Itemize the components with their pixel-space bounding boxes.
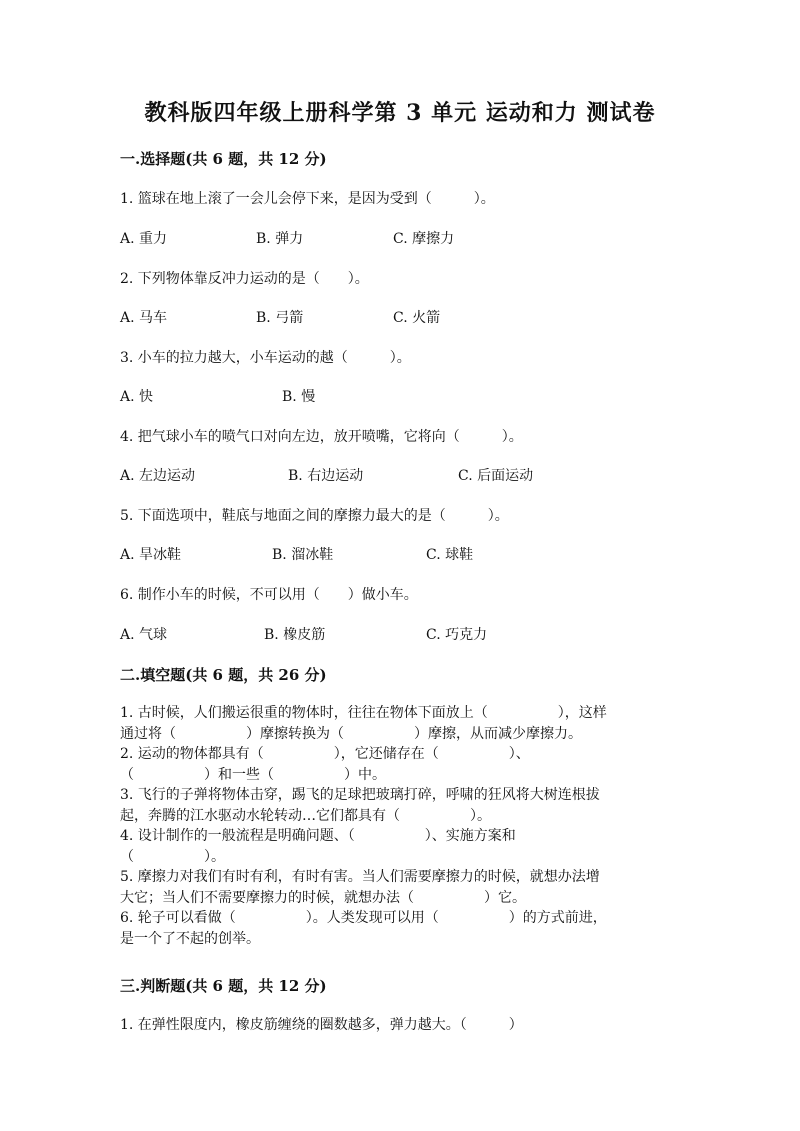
fill-line: （ ）和一些（ ）中。 — [120, 766, 386, 783]
fill-line: 6. 轮子可以看做（ ）。人类发现可以用（ ）的方式前进， — [120, 910, 607, 926]
option-b: B. 弹力 — [256, 231, 304, 247]
section-heading-choice: 一.选择题(共 6 题，共 12 分) — [120, 150, 327, 168]
fill-line: 通过将（ ）摩擦转换为（ ）摩擦，从而减少摩擦力。 — [120, 725, 582, 742]
fill-line: 4. 设计制作的一般流程是明确问题、（ ）、实施方案和 — [120, 828, 516, 844]
question-text: 2. 下列物体靠反冲力运动的是（ ）。 — [120, 271, 369, 287]
question-text: 6. 制作小车的时候，不可以用（ ）做小车。 — [120, 587, 418, 603]
option-b: B. 右边运动 — [288, 468, 364, 484]
question-text: 4. 把气球小车的喷气口对向左边，放开喷嘴，它将向（ ）。 — [120, 429, 523, 445]
option-a: A. 左边运动 — [120, 468, 196, 484]
fill-line: （ ）。 — [120, 848, 225, 865]
fill-line: 大它；当人们不需要摩擦力的时候，就想办法（ ）它。 — [120, 889, 526, 906]
fill-line: 2. 运动的物体都具有（ ），它还储存在（ ）、 — [120, 746, 530, 762]
page-title: 教科版四年级上册科学第 3 单元 运动和力 测试卷 — [144, 100, 656, 126]
option-a: A. 重力 — [120, 231, 168, 247]
option-c: C. 摩擦力 — [393, 231, 455, 247]
question-text: 3. 小车的拉力越大，小车运动的越（ ）。 — [120, 350, 411, 366]
fill-line: 5. 摩擦力对我们有时有利，有时有害。当人们需要摩擦力的时候，就想办法增 — [120, 869, 600, 885]
option-b: B. 慢 — [282, 389, 316, 405]
option-b: B. 橡皮筋 — [264, 627, 326, 643]
option-b: B. 弓箭 — [256, 310, 304, 326]
fill-line: 是一个了不起的创举。 — [120, 930, 260, 947]
option-a: A. 旱冰鞋 — [120, 547, 182, 563]
fill-line: 1. 古时候，人们搬运很重的物体时，往往在物体下面放上（ ），这样 — [120, 705, 607, 721]
option-c: C. 火箭 — [393, 310, 441, 326]
option-c: C. 后面运动 — [458, 468, 534, 484]
section-heading-judge: 三.判断题(共 6 题，共 12 分) — [120, 977, 327, 995]
question-text: 1. 在弹性限度内，橡皮筋缠绕的圈数越多，弹力越大。（ ） — [120, 1017, 523, 1033]
option-c: C. 巧克力 — [426, 627, 488, 643]
section-heading-fill: 二.填空题(共 6 题，共 26 分) — [120, 666, 327, 684]
question-text: 1. 篮球在地上滚了一会儿会停下来，是因为受到（ ）。 — [120, 191, 495, 207]
option-a: A. 快 — [120, 389, 154, 405]
fill-line: 3. 飞行的子弹将物体击穿，踢飞的足球把玻璃打碎，呼啸的狂风将大树连根拔 — [120, 787, 600, 803]
fill-questions — [120, 703, 690, 949]
option-c: C. 球鞋 — [426, 547, 474, 563]
option-a: A. 马车 — [120, 310, 168, 326]
fill-line: 起，奔腾的江水驱动水轮转动…它们都具有（ ）。 — [120, 807, 491, 824]
question-text: 5. 下面选项中，鞋底与地面之间的摩擦力最大的是（ ）。 — [120, 508, 509, 524]
option-a: A. 气球 — [120, 627, 168, 643]
option-b: B. 溜冰鞋 — [272, 547, 334, 563]
